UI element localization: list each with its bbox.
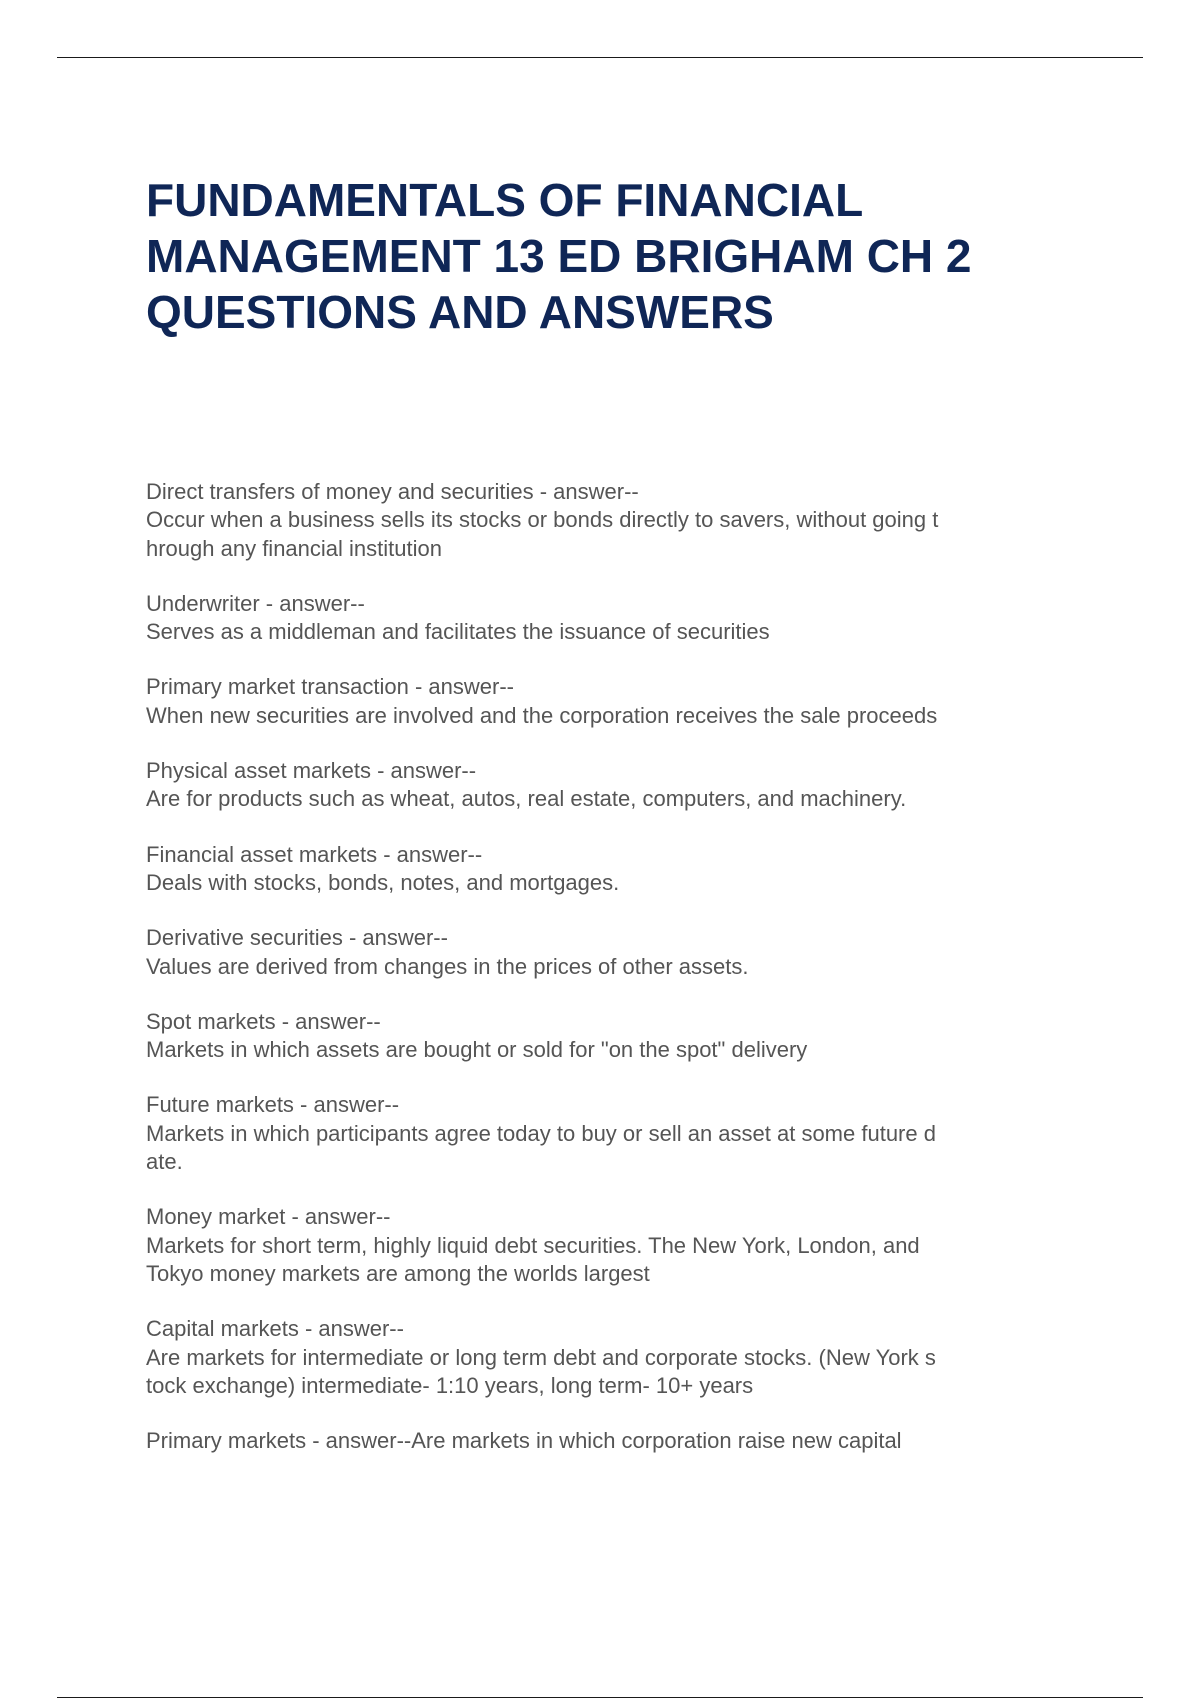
- qa-line: Derivative securities - answer--: [146, 925, 448, 951]
- qa-line: Are for products such as wheat, autos, real estate, computers, and machinery.: [146, 786, 907, 812]
- qa-line: Direct transfers of money and securities - answer--: [146, 479, 639, 504]
- qa-line: Financial asset markets - answer--: [146, 841, 483, 867]
- qa-line: Future markets - answer--: [146, 1092, 400, 1118]
- qa-line: Primary markets - answer--Are markets in which corporation raise new capital: [146, 1428, 902, 1454]
- qa-item: [146, 1315, 1066, 1400]
- qa-item: [146, 757, 1066, 814]
- qa-line: Tokyo money markets are among the worlds largest: [146, 1260, 650, 1286]
- qa-line: Underwriter - answer--: [146, 590, 365, 616]
- qa-line: Markets in which assets are bought or sold for "on the spot" delivery: [146, 1037, 808, 1063]
- qa-item: [146, 478, 1066, 563]
- qa-line: Occur when a business sells its stocks or bonds directly to savers, without going t: [146, 507, 939, 533]
- qa-item: [146, 1008, 1066, 1065]
- qa-item: [146, 1427, 1066, 1455]
- qa-line: Capital markets - answer--: [146, 1316, 404, 1342]
- qa-line: Are markets for intermediate or long term debt and corporate stocks. (New York s: [146, 1344, 936, 1370]
- qa-line: Markets for short term, highly liquid debt securities. The New York, London, and: [146, 1232, 920, 1258]
- qa-line: Spot markets - answer--: [146, 1008, 381, 1034]
- qa-line: Primary market transaction - answer--: [146, 674, 514, 700]
- qa-item: [146, 590, 1066, 647]
- top-rule: [57, 57, 1143, 58]
- qa-line: When new securities are involved and the corporation receives the sale proceeds: [146, 702, 938, 728]
- qa-item: [146, 1091, 1066, 1176]
- title-line: FUNDAMENTALS OF FINANCIAL: [146, 174, 864, 226]
- bottom-rule: [57, 1697, 1143, 1698]
- qa-line: ate.: [146, 1149, 183, 1175]
- qa-item: [146, 841, 1066, 898]
- qa-line: Markets in which participants agree today to buy or sell an asset at some future d: [146, 1120, 936, 1146]
- title-line: MANAGEMENT 13 ED BRIGHAM CH 2: [146, 230, 972, 282]
- qa-line: Deals with stocks, bonds, notes, and mortgages.: [146, 869, 620, 895]
- qa-line: Serves as a middleman and facilitates the issuance of securities: [146, 619, 770, 645]
- document-title: [146, 172, 1106, 340]
- qa-line: tock exchange) intermediate- 1:10 years, long term- 10+ years: [146, 1372, 754, 1398]
- qa-list: [146, 478, 1066, 1482]
- qa-line: Physical asset markets - answer--: [146, 758, 477, 784]
- title-line: QUESTIONS AND ANSWERS: [146, 286, 774, 338]
- qa-line: Money market - answer--: [146, 1204, 391, 1230]
- qa-item: [146, 673, 1066, 730]
- qa-line: hrough any financial institution: [146, 535, 442, 561]
- qa-item: [146, 1203, 1066, 1288]
- qa-item: [146, 924, 1066, 981]
- qa-line: Values are derived from changes in the prices of other assets.: [146, 953, 749, 979]
